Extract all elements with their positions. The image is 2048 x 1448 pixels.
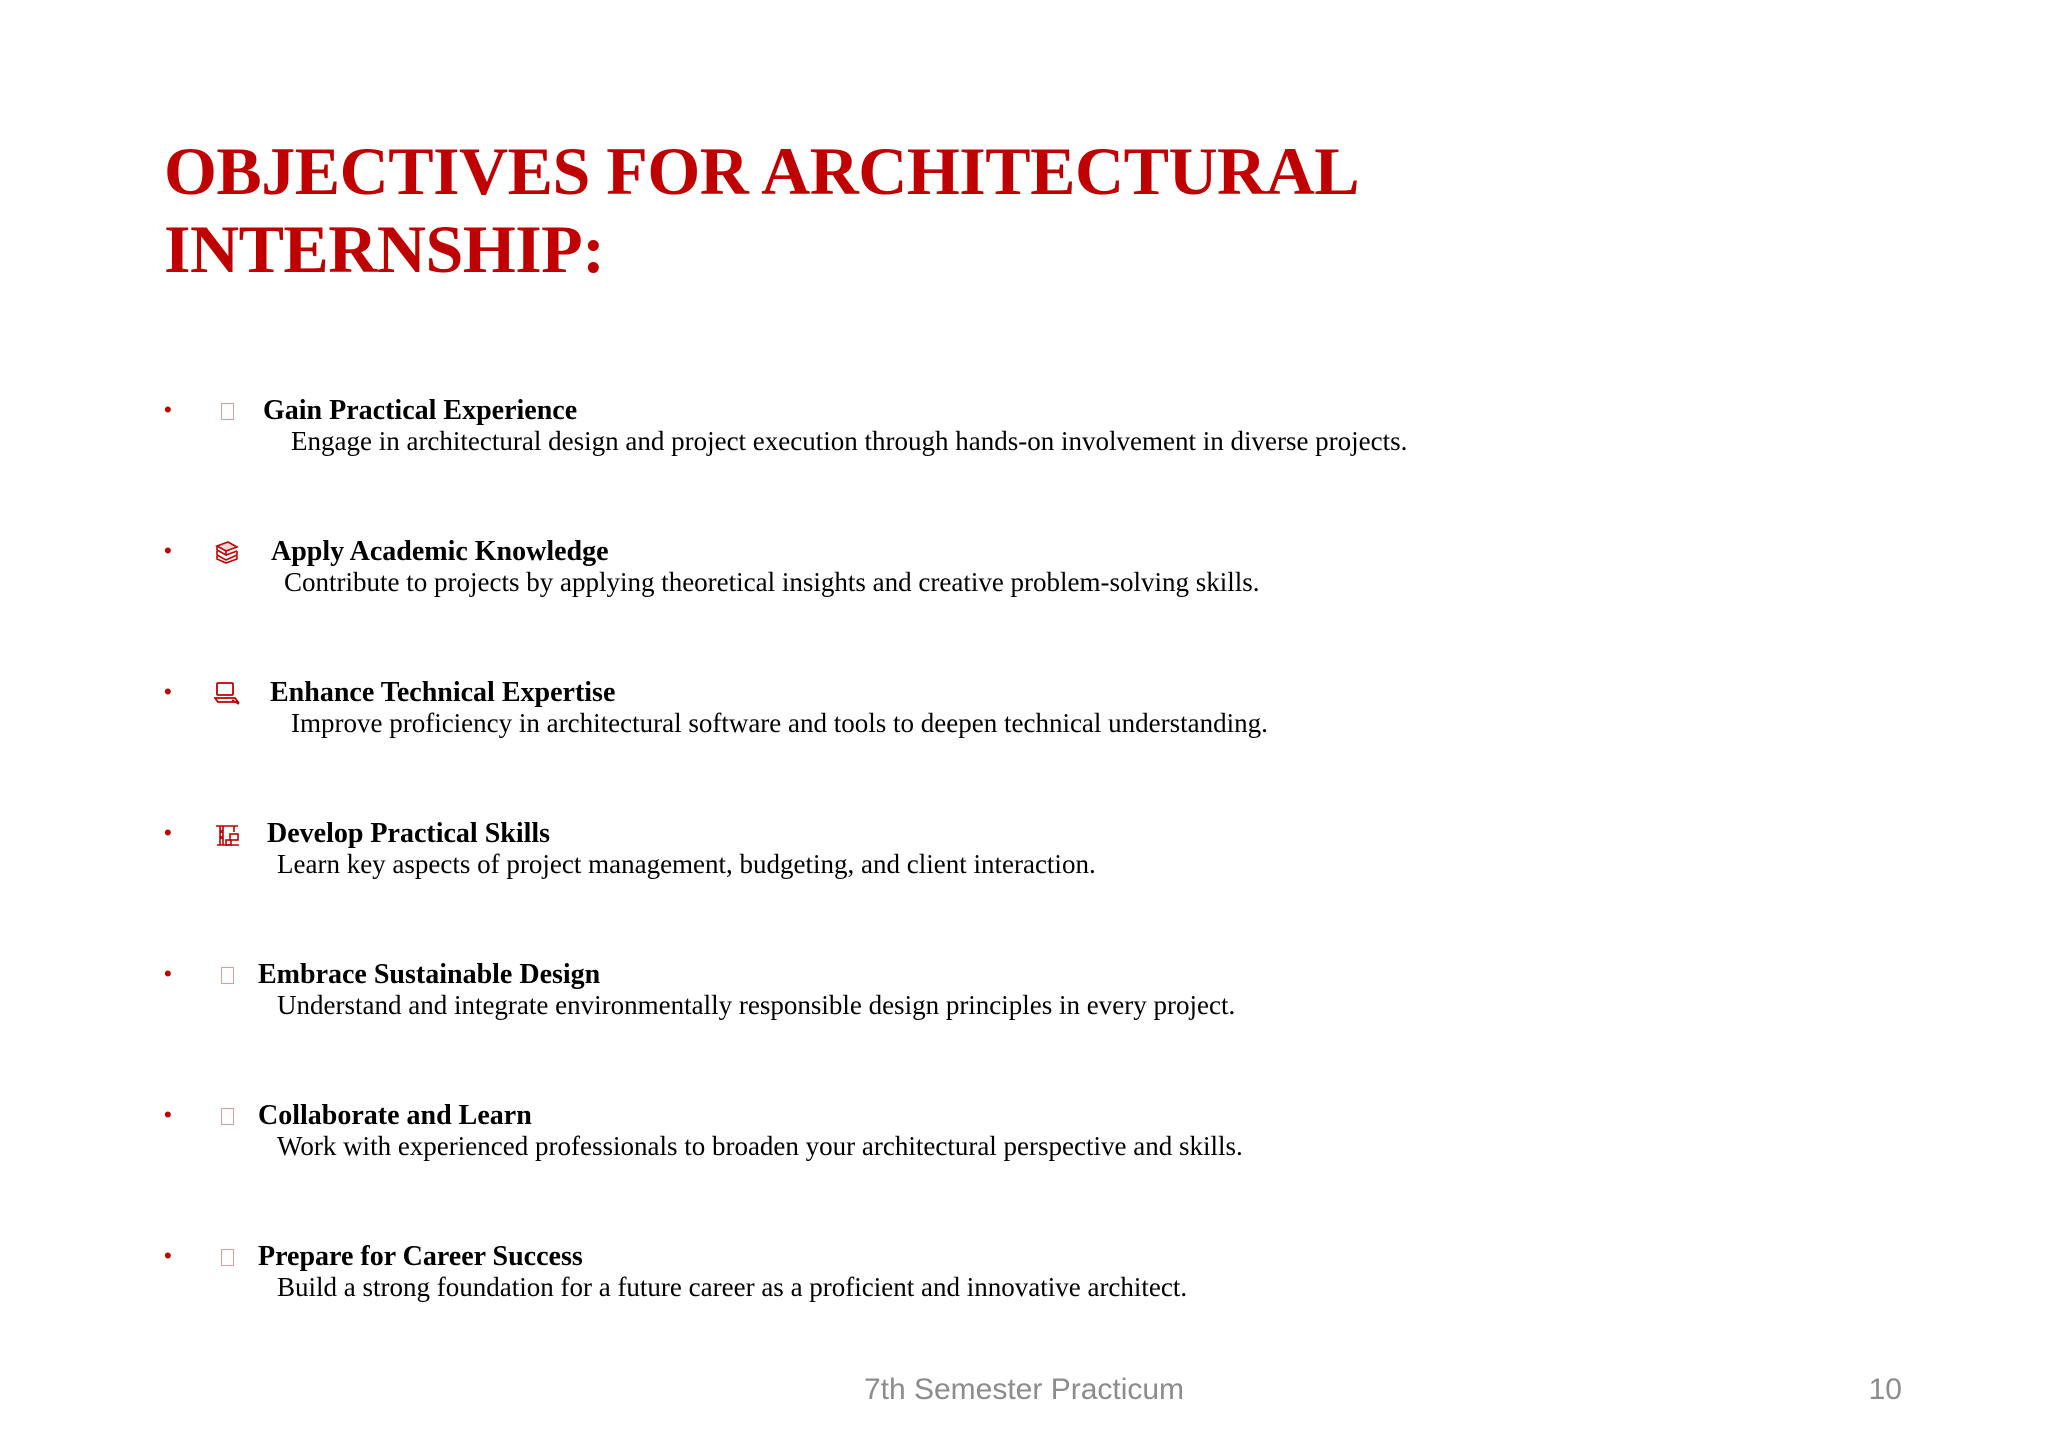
objective-heading: Gain Practical Experience	[263, 395, 578, 426]
slide-title-line-2: INTERNSHIP:	[164, 211, 605, 287]
objective-heading: Enhance Technical Expertise	[270, 677, 616, 708]
objective-description: Understand and integrate environmentally responsible design principles in every project.	[277, 990, 1236, 1020]
objective-description: Contribute to projects by applying theoretical insights and creative problem-solving skills.	[284, 567, 1260, 597]
footer-course-label: 7th Semester Practicum	[863, 1373, 1185, 1406]
missing-glyph-icon	[214, 1103, 240, 1129]
objective-item-collaborate	[164, 1101, 1864, 1181]
missing-glyph-icon	[214, 398, 240, 424]
missing-glyph-icon	[214, 1244, 240, 1270]
objective-description: Work with experienced professionals to broaden your architectural perspective and skills.	[277, 1131, 1243, 1161]
bullet-marker: •	[164, 1102, 172, 1127]
objective-item-sustainable-design	[164, 960, 1864, 1040]
objective-item-career-success	[164, 1242, 1864, 1322]
objective-heading: Embrace Sustainable Design	[258, 959, 601, 990]
books-icon	[214, 539, 240, 565]
computer-icon	[214, 680, 240, 706]
page-number: 10	[1868, 1373, 1902, 1406]
objective-description: Engage in architectural design and project execution through hands-on involvement in diverse projects.	[291, 426, 1408, 456]
missing-glyph-icon	[214, 962, 240, 988]
objective-item-practical-experience	[164, 396, 1864, 476]
objective-heading: Develop Practical Skills	[267, 818, 551, 849]
objective-description: Learn key aspects of project management, budgeting, and client interaction.	[277, 849, 1096, 879]
bullet-marker: •	[164, 397, 172, 422]
bullet-marker: •	[164, 820, 172, 845]
bullet-marker: •	[164, 1243, 172, 1268]
objective-item-practical-skills	[164, 819, 1864, 899]
construction-crane-icon	[214, 821, 240, 847]
objective-heading: Prepare for Career Success	[258, 1241, 583, 1272]
objective-heading: Apply Academic Knowledge	[271, 536, 609, 567]
objective-description: Build a strong foundation for a future career as a proficient and innovative architect.	[277, 1272, 1188, 1302]
objective-item-technical-expertise	[164, 678, 1864, 758]
objective-item-academic-knowledge	[164, 537, 1864, 617]
slide-title-line-1: OBJECTIVES FOR ARCHITECTURAL	[164, 133, 1360, 209]
bullet-marker: •	[164, 679, 172, 704]
bullet-marker: •	[164, 961, 172, 986]
objective-heading: Collaborate and Learn	[258, 1100, 532, 1131]
slide-title	[164, 132, 1864, 288]
bullet-marker: •	[164, 538, 172, 563]
objective-description: Improve proficiency in architectural software and tools to deepen technical understanding.	[291, 708, 1268, 738]
